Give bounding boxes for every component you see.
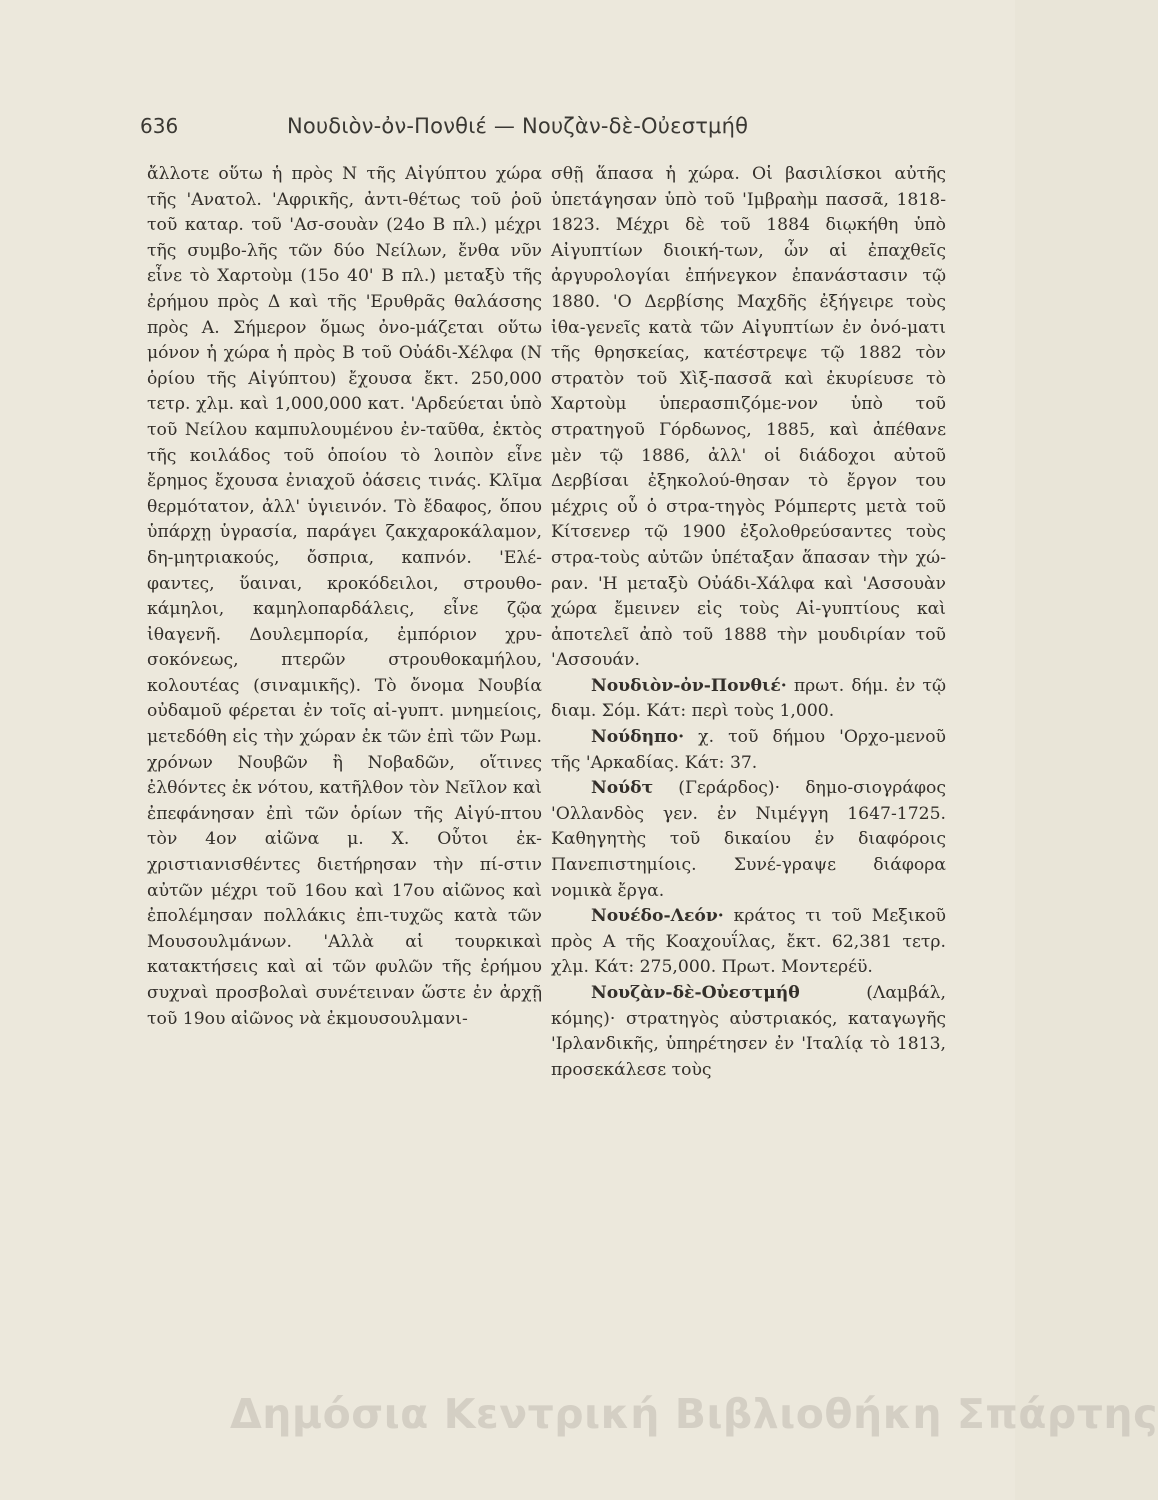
left-column (147, 162, 542, 1032)
dictionary-entry (551, 904, 946, 981)
dictionary-entry (551, 776, 946, 904)
dictionary-entry (551, 725, 946, 776)
entry-headword: Νουέδο-Λεόν· (591, 906, 724, 927)
page-number: 636 (140, 114, 179, 138)
entry-headword: Νουζὰν-δὲ-Οὐεστμήθ (591, 983, 800, 1003)
running-title: Νουδιὸν-ὀν-Πονθιέ — Νουζὰν-δὲ-Οὐεστμήθ (287, 114, 749, 138)
entry-headword: Νούδηπο· (591, 727, 685, 748)
page-header (140, 114, 940, 154)
dictionary-entry (551, 981, 946, 1083)
entry-text: κράτος τι τοῦ Μεξικοῦ πρὸς Α τῆς Κοαχουΐλας, ἔκτ. 62,381 τετρ. χλμ. Κάτ: 275,000. Πρωτ. Μοντερέϋ. (551, 906, 946, 978)
entry-text: πρωτ. δήμ. ἐν τῷ διαμ. Σόμ. Κάτ: περὶ τοὺς 1,000. (551, 675, 946, 722)
entry-text: χ. τοῦ δήμου 'Ορχο-μενοῦ τῆς 'Αρκαδίας. Κάτ: 37. (551, 727, 946, 773)
entry-headword: Νουδιὸν-ὀν-Πονθιέ· (591, 675, 787, 696)
entry-text: (Λαμβάλ, κόμης)· στρατηγὸς αὐστριακός, καταγωγῆς 'Ιρλανδικῆς, ὑπηρέτησεν ἐν 'Ιταλίᾳ τὸ 1813, προσεκάλεσε τοὺς (551, 983, 946, 1080)
entry-headword: Νούδτ (591, 778, 654, 799)
right-column (551, 162, 946, 1083)
entry-text: (Γεράρδος)· δημο-σιογράφος 'Ολλανδὸς γεν. ἐν Νιμέγγη 1647-1725. Καθηγητὴς τοῦ δικαίου ἐν διαφόροις Πανεπιστημίοις. Συνέ-γραψε διάφορα νομικὰ ἔργα. (551, 778, 946, 901)
library-watermark: Δημόσια Κεντρική Βιβλιοθήκη Σπάρτης (230, 1390, 1158, 1438)
nubia-entry-text: ἄλλοτε οὕτω ἡ πρὸς Ν τῆς Αἰγύπτου χώρα τῆς 'Ανατολ. 'Αφρικῆς, ἀντι-θέτως τοῦ ῥοῦ τοῦ καταρ. τοῦ 'Ασ-σουὰν (24ο Β πλ.) μέχρι τῆς συμβο-λῆς τῶν δύο Νείλων, ἔνθα νῦν εἶνε τὸ Χαρτοὺμ (15ο 40' Β πλ.) μεταξὺ τῆς ἐρήμου πρὸς Δ καὶ τῆς 'Ερυθρᾶς θαλάσσης πρὸς Α. Σήμερον ὅμως ὀνο-μάζεται οὕτω μόνον ἡ χώρα ἡ πρὸς Β τοῦ Οὐάδι-Χέλφα (Ν ὁρίου τῆς Αἰγύπτου) ἔχουσα ἔκτ. 250,000 τετρ. χλμ. καὶ 1,000,000 κατ. 'Αρδεύεται ὑπὸ τοῦ Νείλου καμπυλουμένου ἐν-ταῦθα, ἐκτὸς τῆς κοιλάδος τοῦ ὁποίου τὸ λοιπὸν εἶνε ἔρημος ἔχουσα ἐνιαχοῦ ὀάσεις τινάς. Κλῖμα θερμότατον, ἀλλ' ὑγιεινόν. Τὸ ἔδαφος, ὅπου ὑπάρχῃ ὑγρασία, παράγει ζακχαροκάλαμον, δη-μητριακούς, ὄσπρια, καπνόν. 'Ελέ-φαντες, ὕαιναι, κροκόδειλοι, στρουθο-κάμηλοι, καμηλοπαρδάλεις, εἶνε ζῷα ἰθαγενῆ. Δουλεμπορία, ἐμπόριον χρυ-σοκόνεως, πτερῶν στρουθοκαμήλου, κολουτέας (σιναμικῆς). Τὸ ὄνομα Νουβία οὐδαμοῦ φέρεται ἐν τοῖς αἰ-γυπτ. μνημείοις, μετεδόθη εἰς τὴν χώραν ἐκ τῶν ἐπὶ τῶν Ρωμ. χρόνων Νουβῶν ἢ Νοβαδῶν, οἵτινες ἐλθόντες ἐκ νότου, κατῆλθον τὸν Νεῖλον καὶ ἐπεφάνησαν ἐπὶ τῶν ὁρίων τῆς Αἰγύ-πτου τὸν 4ον αἰῶνα μ. Χ. Οὗτοι ἐκ-χριστιανισθέντες διετήρησαν τὴν πί-στιν αὐτῶν μέχρι τοῦ 16ου καὶ 17ου αἰῶνος καὶ ἐπολέμησαν πολλάκις ἐπι-τυχῶς κατὰ τῶν Μουσουλμάνων. 'Αλλὰ αἱ τουρκικαὶ κατακτήσεις καὶ αἱ τῶν φυλῶν τῆς ἐρήμου συχναὶ προσβολαὶ συνέτειναν ὥστε ἐν ἀρχῇ τοῦ 19ου αἰῶνος νὰ ἐκμουσουλμανι- (147, 164, 542, 1029)
nubia-entry-continuation: σθῇ ἅπασα ἡ χώρα. Οἱ βασιλίσκοι αὐτῆς ὑπετάγησαν ὑπὸ τοῦ 'Ιμβραὴμ πασσᾶ, 1818-1823. Μέχρι δὲ τοῦ 1884 διῳκήθη ὑπὸ Αἰγυπτίων διοική-των, ὧν αἱ ἐπαχθεῖς ἀργυρολογίαι ἐπήνεγκον ἐπανάστασιν τῷ 1880. 'Ο Δερβίσης Μαχδῆς ἐξήγειρε τοὺς ἰθα-γενεῖς κατὰ τῶν Αἰγυπτίων ἐν ὀνό-ματι τῆς θρησκείας, κατέστρεψε τῷ 1882 τὸν στρατὸν τοῦ Χὶξ-πασσᾶ καὶ ἐκυρίευσε τὸ Χαρτοὺμ ὑπερασπιζόμε-νον ὑπὸ τοῦ στρατηγοῦ Γόρδωνος, 1885, καὶ ἀπέθανε μὲν τῷ 1886, ἀλλ' οἱ διάδοχοι αὐτοῦ Δερβίσαι ἐξηκολού-θησαν τὸ ἔργον του μέχρις οὗ ὁ στρα-τηγὸς Ρόμπερτς μετὰ τοῦ Κίτσενερ τῷ 1900 ἐξολοθρεύσαντες τοὺς στρα-τοὺς αὐτῶν ὑπέταξαν ἅπασαν τὴν χώ-ραν. 'Η μεταξὺ Οὐάδι-Χάλφα καὶ 'Ασσουὰν χώρα ἔμεινεν εἰς τοὺς Αἰ-γυπτίους καὶ ἀποτελεῖ ἀπὸ τοῦ 1888 τὴν μουδιρίαν τοῦ 'Ασσουάν. (551, 164, 946, 671)
dictionary-entry (551, 674, 946, 725)
